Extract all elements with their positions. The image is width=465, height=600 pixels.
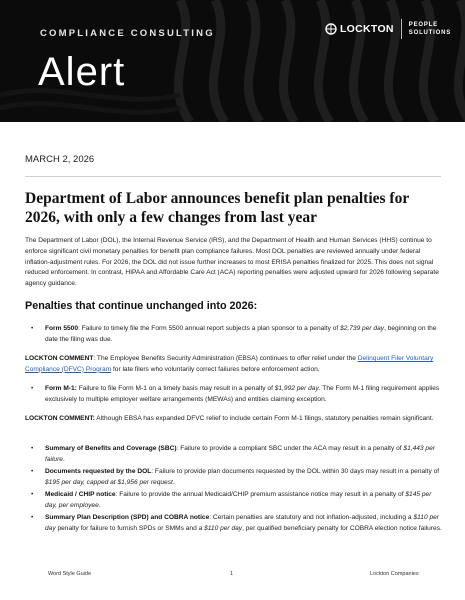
section-heading: Penalties that continue unchanged into 2026: <box>25 300 258 312</box>
item-text: Failure to file Form M-1 on a timely basis may result in a penalty of <box>76 385 275 392</box>
penalty-amount: $110 per day <box>45 514 439 532</box>
bullet-icon: • <box>31 468 34 475</box>
footer-left: Word Style Guide <box>48 571 92 577</box>
item-label: Form 5500 <box>45 325 78 332</box>
list-item <box>31 444 443 466</box>
item-text: : Failure to timely file the Form 5500 annual report subjects a plan sponsor to a penalty of <box>78 325 341 332</box>
item-text: . The Form M-1 filing requirement applies exclusively to multiple employer welfare arrangements (MEWAs) and entities claiming exception. <box>45 385 440 403</box>
item-text: . <box>98 501 101 509</box>
comment-text: : The Employee Benefits Security Administration (EBSA) continues to offer relief under the <box>93 355 358 362</box>
lockton-logo <box>325 18 451 40</box>
footer-right: Lockton Companies <box>370 571 419 577</box>
item-text: : Failure to provide plan documents requested by the DOL within 30 days may result in a penalty of <box>151 468 440 475</box>
article-title: Department of Labor announces benefit plan penalties for 2026, with only a few changes from last year <box>25 190 409 226</box>
list-item <box>31 490 443 512</box>
bullet-icon: • <box>31 514 34 521</box>
penalty-amount: $2,739 per day <box>340 325 385 332</box>
bullet-icon: • <box>31 491 34 498</box>
item-text: : Certain penalties are statutory and not inflation-adjusted, including a <box>209 514 414 521</box>
list-item <box>31 513 443 535</box>
comment-text: for late filers who voluntarily correct failures before enforcement action. <box>111 365 320 373</box>
item-label: Summary of Benefits and Coverage (SBC) <box>45 445 177 452</box>
logo-wordmark: LOCKTON <box>339 23 394 35</box>
logo-divider <box>401 19 402 39</box>
penalty-amount: $1,443 per failure <box>45 445 435 463</box>
item-text: . <box>62 455 65 463</box>
logo-tagline-1: PEOPLE <box>408 22 438 28</box>
lockton-comment <box>25 354 443 376</box>
lockton-comment <box>25 414 443 425</box>
intro-paragraph: The Department of Labor (DOL), the Internal Revenue Service (IRS), and the Department of Health and Human Services (HHS) continue to enforce significant civil monetary penalties for benefit plan compliance failures. Most DOL penalties are reviewed annually under federal inflation-adjustment rules. For 2026, the DOL did not issue further increases to most ERISA penalties finalized for 2025. This does not signal reduced enforcement. In contrast, HIPAA and Affordable Care Act (ACA) reporting penalties were adjusted upward for 2026 following separate agency guidance. <box>25 237 439 288</box>
item-label: Documents requested by the DOL <box>45 468 152 475</box>
alert-heading: Alert <box>38 50 126 94</box>
bullet-icon: • <box>31 445 34 452</box>
logo-tagline-2: SOLUTIONS <box>408 30 451 36</box>
item-label: Medicaid / CHIP notice <box>45 491 116 498</box>
item-label: Form M-1: <box>45 385 77 392</box>
item-text: : Failure to provide the annual Medicaid/CHIP premium assistance notice may result in a penalty of <box>115 491 406 498</box>
item-text: : Failure to provide a compliant SBC under the ACA may result in a penalty of <box>176 445 404 452</box>
comment-label: LOCKTON COMMENT: <box>25 415 95 422</box>
header-banner <box>0 0 465 122</box>
bullet-icon: • <box>31 325 34 332</box>
divider <box>25 176 441 177</box>
list-item <box>31 384 443 406</box>
logo-tagline <box>409 21 451 37</box>
dfvc-program-link[interactable]: Delinquent Filer Voluntary Compliance (DFVC) Program <box>25 355 434 373</box>
bullet-icon: • <box>31 385 34 392</box>
comment-text: Although EBSA has expanded DFVC relief to include certain Form M-1 filings, statutory penalties remain significant. <box>94 415 434 422</box>
list-item <box>31 467 443 489</box>
kicker-label: COMPLIANCE CONSULTING <box>40 28 215 39</box>
comment-label: LOCKTON COMMENT <box>25 355 94 362</box>
list-item <box>31 324 443 346</box>
penalty-amount: $110 per day <box>204 524 243 532</box>
page-number: 1 <box>230 571 234 577</box>
item-text: , per qualified beneficiary penalty for COBRA election notice failures. <box>242 524 442 532</box>
item-text: . <box>172 478 175 486</box>
lockton-globe-icon <box>325 23 337 35</box>
item-text: penalty for failure to furnish SPDs or SMMs and a <box>55 524 205 532</box>
penalty-amount: $1,992 per day <box>274 385 319 392</box>
penalty-amount: $145 per day, per employee <box>45 491 432 509</box>
penalty-amount: $195 per day, capped at $1,956 per request <box>45 478 173 486</box>
publication-date: MARCH 2, 2026 <box>25 154 95 165</box>
item-text: , beginning on the date the filing was due. <box>45 325 437 343</box>
item-label: Summary Plan Description (SPD) and COBRA notice <box>45 514 210 521</box>
